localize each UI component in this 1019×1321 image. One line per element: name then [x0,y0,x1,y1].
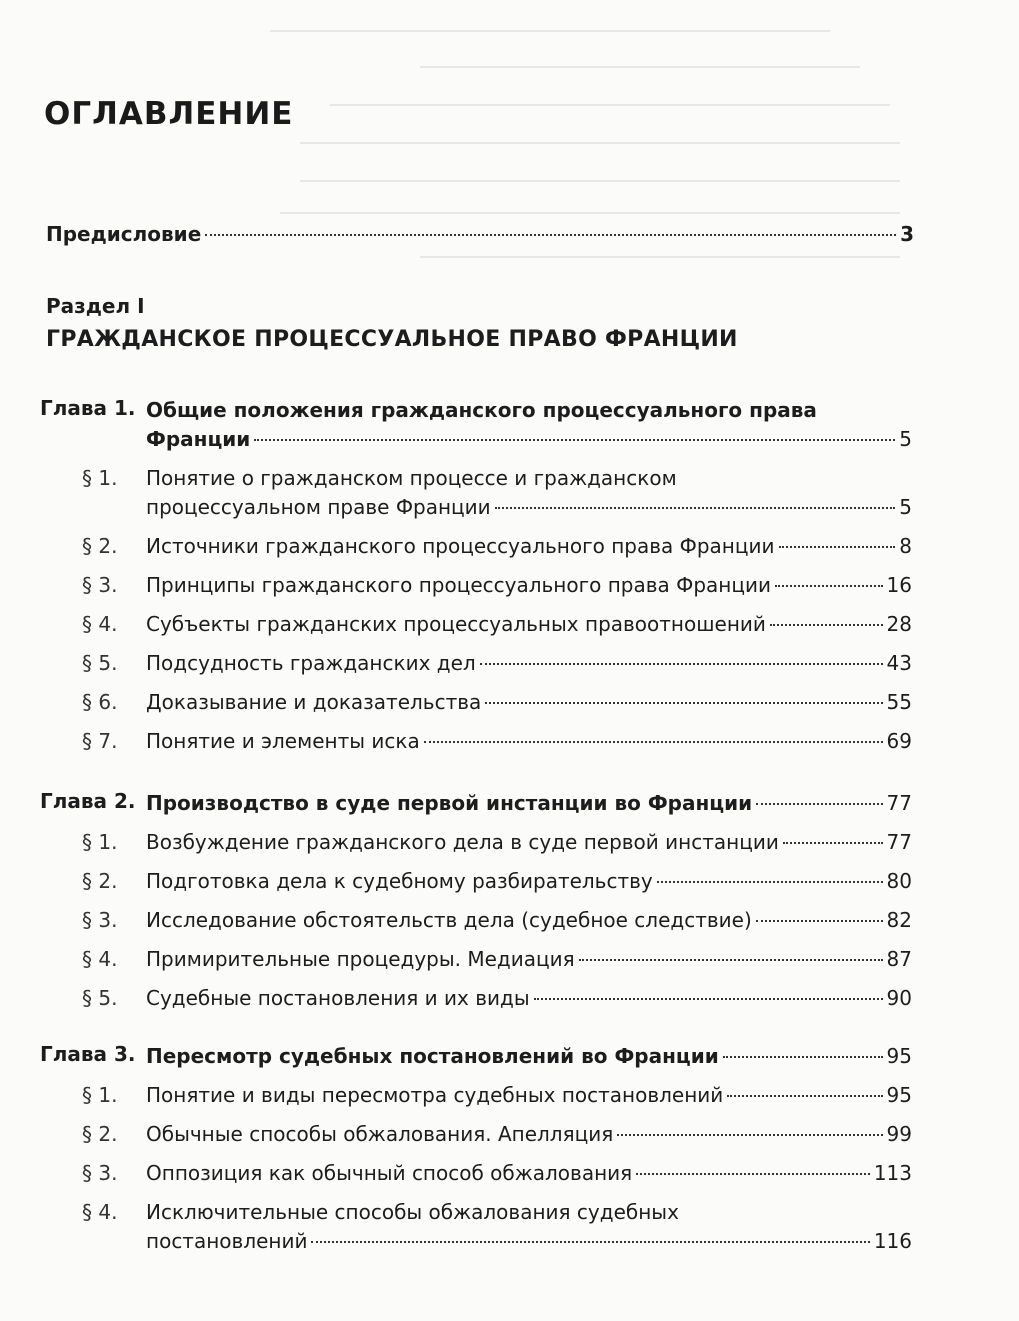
paragraph-number: § 4. [82,947,118,971]
paragraph-number: § 4. [82,612,118,636]
paragraph-number: § 5. [82,651,118,675]
chapter-1 [40,396,912,756]
chapter-heading[interactable] [40,789,912,818]
paragraph-title: Понятие и элементы иска [146,729,420,753]
toc-entry-paragraph[interactable] [40,532,912,561]
dot-leader [424,741,883,743]
toc-entry-paragraph[interactable] [40,1159,912,1188]
dot-leader [311,1241,869,1243]
paragraph-title: Источники гражданского процессуального права Франции [146,534,775,558]
toc-entry-paragraph[interactable] [40,1081,912,1110]
page-number: 87 [886,947,912,971]
section-label: Раздел I [46,294,145,318]
paragraph-number: § 3. [82,1161,118,1185]
chapter-heading[interactable] [40,1042,912,1071]
paragraph-number: § 3. [82,573,118,597]
page-number: 90 [886,986,912,1010]
chapter-2 [40,789,912,1013]
paragraph-number: § 2. [82,869,118,893]
paragraph-title: Подсудность гражданских дел [146,651,476,675]
dot-leader [657,881,883,883]
paragraph-number: § 1. [82,466,118,490]
dot-leader [756,920,883,922]
page-number: 116 [873,1229,912,1253]
dot-leader [727,1095,882,1097]
toc-entry-paragraph[interactable] [40,1120,912,1149]
paragraph-title: Исследование обстоятельств дела (судебное следствие) [146,908,752,932]
paragraph-number: § 3. [82,908,118,932]
dot-leader [480,663,883,665]
page-number: 55 [886,690,912,714]
dot-leader [495,507,896,509]
page-number: 3 [900,222,914,246]
toc-entry-paragraph[interactable] [40,867,912,896]
paragraph-number: § 6. [82,690,118,714]
dot-leader [775,585,883,587]
paragraph-title: Оппозиция как обычный способ обжалования [146,1161,633,1185]
dot-leader [779,546,896,548]
page-number: 5 [899,495,912,519]
toc-entry-paragraph[interactable] [40,945,912,974]
paragraph-number: § 1. [82,1083,118,1107]
page-number: 80 [886,869,912,893]
chapter-heading[interactable] [40,396,912,454]
chapter-title: Производство в суде первой инстанции во Франции [146,791,753,815]
dot-leader [485,702,882,704]
paragraph-title-line1: Понятие о гражданском процессе и гражданском [146,466,677,490]
page-number: 28 [886,612,912,636]
dot-leader [617,1134,882,1136]
dot-leader [636,1173,870,1175]
page-number: 113 [873,1161,912,1185]
chapter-number: Глава 1. [40,396,136,420]
paragraph-title: Принципы гражданского процессуального права Франции [146,573,771,597]
page-number: 95 [886,1083,912,1107]
toc-entry-paragraph[interactable] [40,984,912,1013]
paragraph-title: Субъекты гражданских процессуальных правоотношений [146,612,766,636]
page-number: 77 [886,830,912,854]
dot-leader [783,842,883,844]
chapter-title-line1: Общие положения гражданского процессуального права [146,398,817,422]
page-number: 16 [886,573,912,597]
toc-entry-preface[interactable] [46,222,914,246]
paragraph-title: Доказывание и доказательства [146,690,482,714]
paragraph-number: § 5. [82,986,118,1010]
toc-entry-paragraph[interactable] [40,464,912,522]
chapter-3 [40,1042,912,1256]
chapter-number: Глава 3. [40,1042,136,1066]
chapter-number: Глава 2. [40,789,136,813]
paragraph-number: § 2. [82,534,118,558]
paragraph-title: Подготовка дела к судебному разбирательству [146,869,653,893]
dot-leader [770,624,883,626]
paragraph-number: § 7. [82,729,118,753]
entry-label: Предисловие [46,222,202,246]
page-number: 82 [886,908,912,932]
page-number: 43 [886,651,912,675]
paragraph-title: Судебные постановления и их виды [146,986,530,1010]
dot-leader [579,959,883,961]
section-title: ГРАЖДАНСКОЕ ПРОЦЕССУАЛЬНОЕ ПРАВО ФРАНЦИИ [46,327,738,352]
paragraph-number: § 4. [82,1200,118,1224]
chapter-title-line2: Франции [146,427,251,451]
page-number: 5 [899,427,912,451]
dot-leader [723,1056,883,1058]
toc-entry-paragraph[interactable] [40,610,912,639]
dot-leader [534,998,883,1000]
dot-leader [254,439,895,441]
paragraph-title-line1: Исключительные способы обжалования судебных [146,1200,679,1224]
paragraph-title: процессуальном праве Франции [146,495,491,519]
page-number: 8 [899,534,912,558]
toc-entry-paragraph[interactable] [40,1198,912,1256]
page-number: 95 [886,1044,912,1068]
toc-entry-paragraph[interactable] [40,727,912,756]
toc-entry-paragraph[interactable] [40,688,912,717]
paragraph-title: постановлений [146,1229,308,1253]
paragraph-number: § 1. [82,830,118,854]
toc-entry-paragraph[interactable] [40,828,912,857]
paragraph-title: Примирительные процедуры. Медиация [146,947,575,971]
chapter-title: Пересмотр судебных постановлений во Франции [146,1044,719,1068]
paragraph-number: § 2. [82,1122,118,1146]
page-number: 77 [886,791,912,815]
toc-entry-paragraph[interactable] [40,649,912,678]
paragraph-title: Обычные способы обжалования. Апелляция [146,1122,614,1146]
toc-entry-paragraph[interactable] [40,906,912,935]
page-number: 69 [886,729,912,753]
dot-leader [205,234,896,236]
paragraph-title: Понятие и виды пересмотра судебных постановлений [146,1083,724,1107]
toc-entry-paragraph[interactable] [40,571,912,600]
dot-leader [756,803,882,805]
page-title: ОГЛАВЛЕНИЕ [44,96,294,132]
paragraph-title: Возбуждение гражданского дела в суде первой инстанции [146,830,779,854]
page-number: 99 [886,1122,912,1146]
